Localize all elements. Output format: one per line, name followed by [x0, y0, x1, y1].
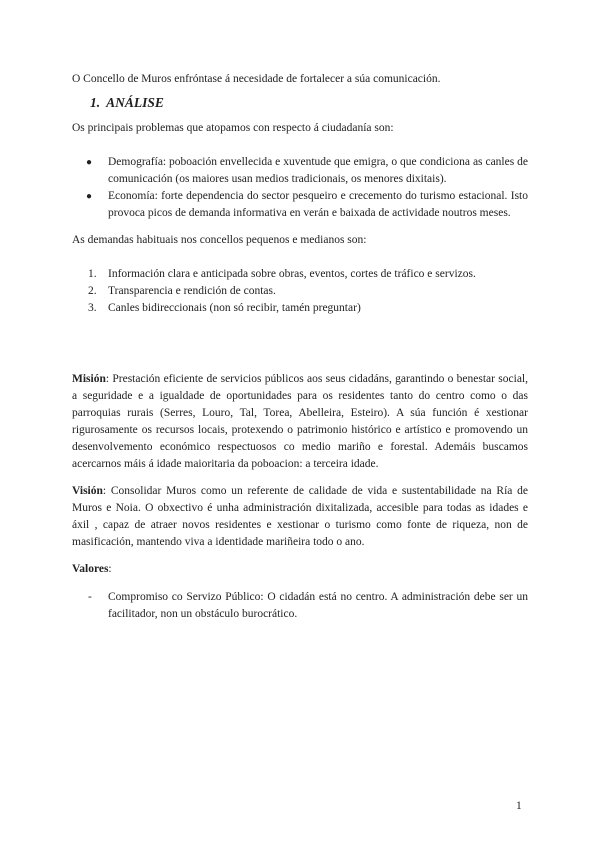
list-number: 3.	[88, 302, 97, 314]
vision-text: : Consolidar Muros como un referente de calidade de vida e sustentabilidade na Ría de Muros e Noia. O obxectivo é unha administración dixitalizada, accesible para todas as idades e áxil , capaz de atraer novos residentes e xestionar o turismo como fonte de riqueza, non de masificación, mantendo viva a identidade mariñeira todo o ano.	[72, 485, 528, 548]
section-heading	[90, 94, 528, 111]
values-heading	[72, 561, 528, 578]
list-item	[72, 283, 528, 300]
list-item-text: Economía: forte dependencia do sector pesqueiro e crecemento do turismo estacional. Isto provoca picos de demanda informativa en verán e baixada de actividade noutros meses.	[108, 190, 528, 219]
section-number: 1.	[90, 95, 101, 110]
page-number: 1	[516, 800, 522, 812]
list-item-text: Demografía: poboación envellecida e xuventude que emigra, o que condiciona as canles de comunicación (os maiores usan medios tradicionais, os menores dixitais).	[108, 156, 528, 185]
demands-lead: As demandas habituais nos concellos pequenos e medianos son:	[72, 234, 367, 246]
values-list	[72, 589, 528, 623]
list-item-text: Información clara e anticipada sobre obras, eventos, cortes de tráfico e servizos.	[108, 268, 476, 280]
bullet-icon: ●	[86, 157, 93, 168]
list-item	[72, 266, 528, 283]
values-label: Valores	[72, 563, 109, 575]
list-item	[72, 188, 528, 222]
problems-lead: Os principais problemas que atopamos con respecto á ciudadanía son:	[72, 122, 394, 134]
list-item	[72, 589, 528, 623]
list-number: 1.	[88, 268, 97, 280]
vision-paragraph	[72, 483, 528, 551]
list-item-text: Canles bidireccionais (non só recibir, tamén preguntar)	[108, 302, 361, 314]
list-item	[72, 300, 528, 317]
demands-list	[72, 266, 528, 317]
list-number: 2.	[88, 285, 97, 297]
list-item-text: Compromiso co Servizo Público: O cidadán está no centro. A administración debe ser un facilitador, non un obstáculo burocrático.	[108, 591, 528, 620]
values-suffix: :	[108, 563, 112, 575]
document-page	[72, 71, 528, 623]
section-title: ANÁLISE	[106, 95, 164, 110]
mission-text: : Prestación eficiente de servicios públicos aos seus cidadáns, garantindo o benestar social, a seguridade e a igualdade de oportunidades para os residentes tanto do centro como o das parroquias rurais (Serres, Louro, Tal, Torea, Abelleira, Esteiro). A súa función é xestionar rigurosamente os recursos locais, protexendo o patrimonio histórico e artístico e promovendo un desenvolvemento económico respectuosos co medio mariño e forestal. Ademáis buscamos acercarnos máis á idade maioritaria da poboacion: a terceira idade.	[72, 373, 528, 470]
mission-label: Misión	[72, 373, 106, 385]
list-item	[72, 154, 528, 188]
vision-label: Visión	[72, 485, 103, 497]
list-item-text: Transparencia e rendición de contas.	[108, 285, 276, 297]
intro-paragraph: O Concello de Muros enfróntase á necesidade de fortalecer a súa comunicación.	[72, 73, 441, 85]
bullet-icon: ●	[86, 191, 93, 202]
dash-icon: -	[88, 591, 92, 603]
mission-paragraph	[72, 371, 528, 473]
problems-list	[72, 154, 528, 222]
